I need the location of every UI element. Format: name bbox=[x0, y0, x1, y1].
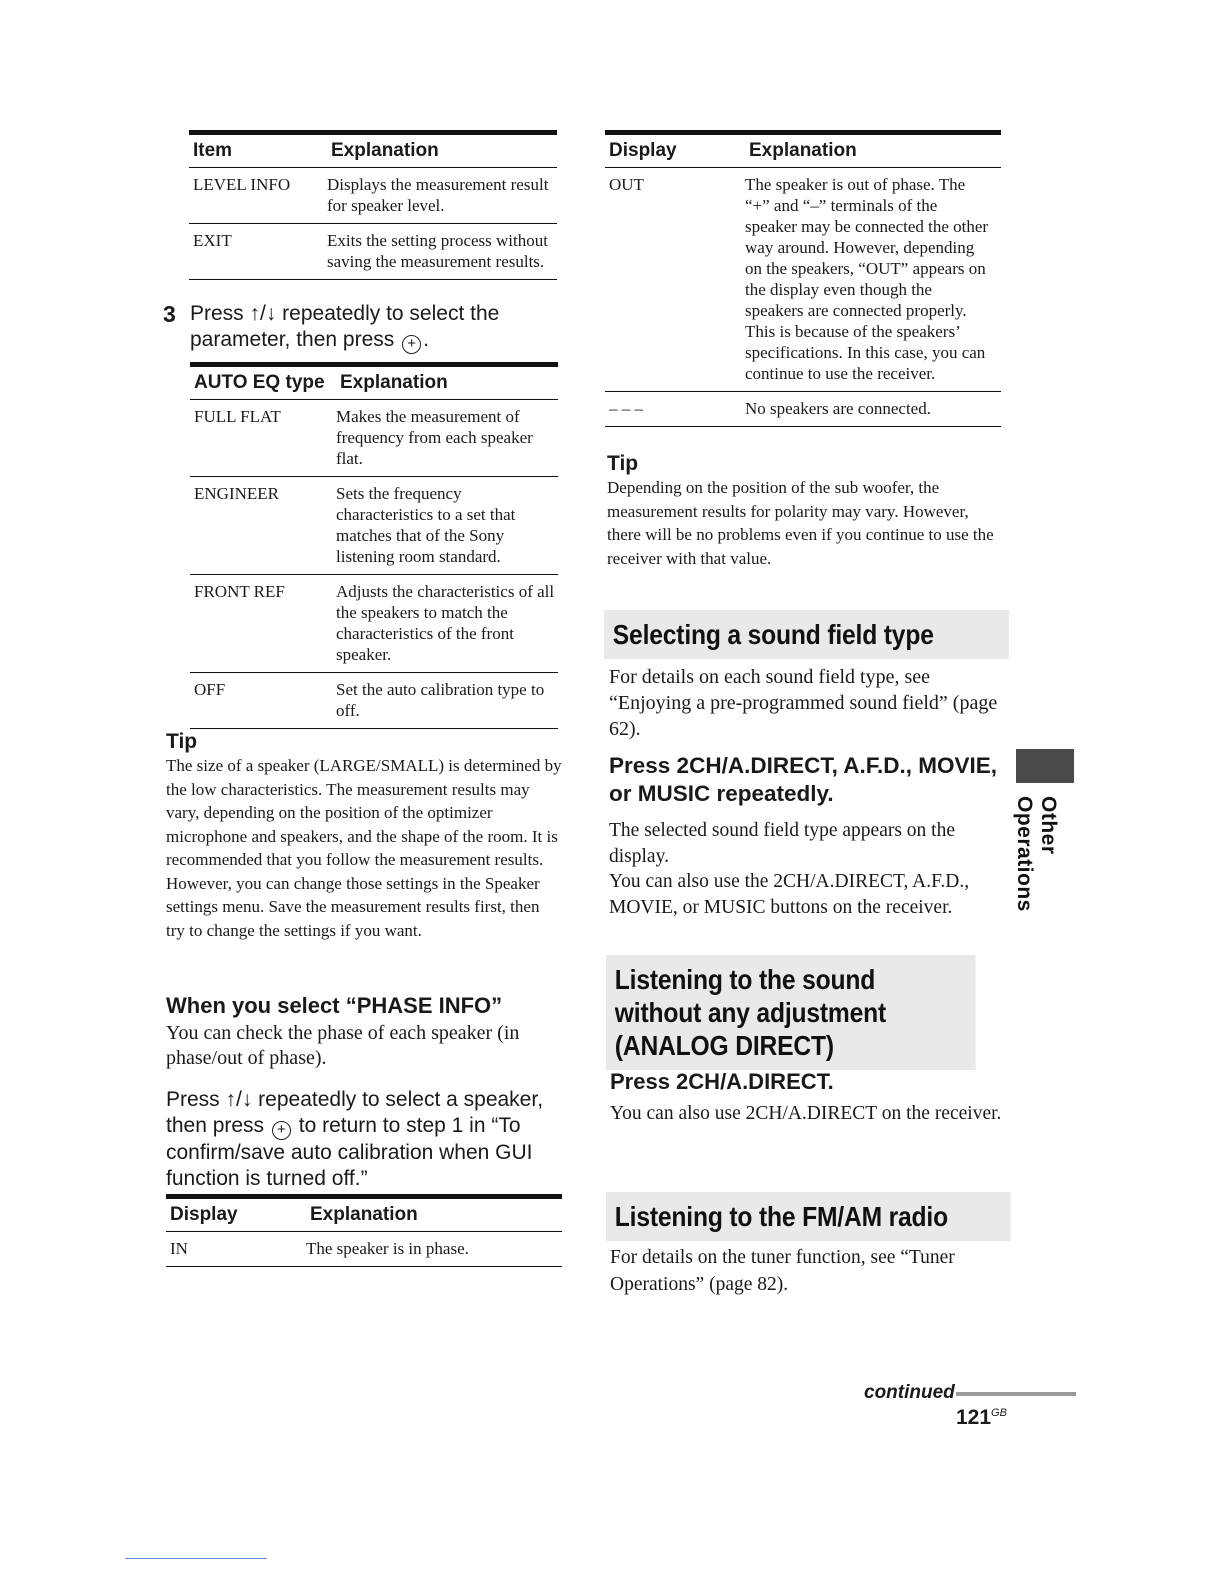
section-title: Listening to the FM/AM radio bbox=[614, 1201, 948, 1232]
section-title: Listening to the sound without any adjustment (ANALOG DIRECT) bbox=[614, 964, 887, 1061]
table-cell-item: EXIT bbox=[189, 224, 327, 280]
chapter-tab-label: Other Operations bbox=[1013, 796, 1060, 912]
phase-info-heading: When you select “PHASE INFO” bbox=[166, 993, 503, 1018]
table-header: AUTO EQ type bbox=[190, 365, 336, 400]
table-cell-item: ENGINEER bbox=[190, 477, 336, 575]
table-header: Explanation bbox=[306, 1197, 562, 1232]
section-banner-sound-field bbox=[604, 610, 1009, 659]
table-row bbox=[605, 392, 1001, 427]
table-cell-desc: Set the auto calibration type to off. bbox=[336, 673, 558, 729]
table-cell-desc: The speaker is in phase. bbox=[306, 1232, 562, 1267]
table-cell-item: LEVEL INFO bbox=[189, 168, 327, 224]
tip-speaker-size bbox=[166, 730, 562, 942]
analog-instruction: Press 2CH/A.DIRECT. bbox=[610, 1069, 834, 1094]
phase-info-intro: You can check the phase of each speaker (in phase/out of phase). bbox=[166, 1022, 520, 1069]
table-row bbox=[190, 400, 558, 477]
table-phase-out bbox=[605, 130, 1001, 427]
page-number-value: 121 bbox=[956, 1406, 992, 1429]
table-item-explanation bbox=[189, 130, 557, 280]
table-auto-eq bbox=[190, 362, 558, 729]
table-cell-desc: Sets the frequency characteristics to a set that matches that of the Sony listening room standard. bbox=[336, 477, 558, 575]
table-header: Explanation bbox=[745, 133, 1001, 168]
tip-text: Depending on the position of the sub woofer, the measurement results for polarity may vary. However, there will be no problems even if you continue to use the receiver with that value. bbox=[607, 478, 994, 568]
enter-button-icon: + bbox=[402, 335, 421, 354]
table-phase-in bbox=[166, 1194, 562, 1267]
phase-info-section bbox=[166, 992, 562, 1192]
instruction-text-end: to return to step 1 in “To confirm/save auto calibration when GUI function is turned off.” bbox=[166, 1114, 533, 1190]
tip-heading: Tip bbox=[166, 730, 198, 753]
continued-bar bbox=[956, 1392, 1076, 1396]
analog-direct-body bbox=[610, 1068, 1002, 1127]
page-number-suffix: GB bbox=[991, 1407, 1007, 1419]
sound-field-intro: For details on each sound field type, see “Enjoying a pre-programmed sound field” (page 62). bbox=[609, 666, 998, 740]
sound-field-result-note: You can also use the 2CH/A.DIRECT, A.F.D., MOVIE, or MUSIC buttons on the receiver. bbox=[609, 871, 970, 918]
table-header: Explanation bbox=[327, 133, 557, 168]
table-header: Item bbox=[189, 133, 327, 168]
section-title: Selecting a sound field type bbox=[612, 619, 934, 650]
table-row bbox=[190, 477, 558, 575]
step-number: 3 bbox=[163, 301, 176, 327]
continued-label: continued bbox=[864, 1382, 955, 1403]
analog-note: You can also use 2CH/A.DIRECT on the receiver. bbox=[610, 1103, 1002, 1124]
sound-field-instruction: Press 2CH/A.DIRECT, A.F.D., MOVIE, or MUSIC repeatedly. bbox=[609, 753, 998, 806]
radio-body bbox=[610, 1244, 1002, 1298]
step-3 bbox=[163, 301, 550, 354]
enter-button-icon: + bbox=[272, 1121, 291, 1140]
section-banner-analog-direct bbox=[606, 955, 976, 1070]
table-cell-item: OUT bbox=[605, 168, 745, 392]
table-row bbox=[166, 1232, 562, 1267]
table-cell-desc: Adjusts the characteristics of all the speakers to match the characteristics of the front speaker. bbox=[336, 575, 558, 673]
table-cell-desc: Displays the measurement result for speaker level. bbox=[327, 168, 557, 224]
table-row bbox=[605, 168, 1001, 392]
radio-intro: For details on the tuner function, see “Tuner Operations” (page 82). bbox=[610, 1247, 955, 1295]
table-header: Display bbox=[166, 1197, 306, 1232]
table-row bbox=[190, 673, 558, 729]
step-text-end: . bbox=[423, 328, 429, 351]
section-banner-radio bbox=[606, 1192, 1011, 1241]
table-cell-desc: No speakers are connected. bbox=[745, 392, 1001, 427]
phase-info-instruction bbox=[166, 1087, 562, 1192]
table-row bbox=[189, 168, 557, 224]
chapter-tab-marker bbox=[1016, 749, 1074, 783]
page-number bbox=[956, 1406, 1007, 1430]
footer-rule bbox=[125, 1558, 267, 1559]
table-cell-item: FRONT REF bbox=[190, 575, 336, 673]
table-row bbox=[190, 575, 558, 673]
table-header: Explanation bbox=[336, 365, 558, 400]
table-cell-item: FULL FLAT bbox=[190, 400, 336, 477]
sound-field-body bbox=[609, 664, 1001, 920]
table-cell-item: IN bbox=[166, 1232, 306, 1267]
tip-heading: Tip bbox=[607, 452, 639, 475]
instruction-text: Press ↑/↓ repeatedly to select a speaker, then press bbox=[166, 1088, 544, 1137]
table-row bbox=[189, 224, 557, 280]
table-header: Display bbox=[605, 133, 745, 168]
table-cell-desc: Makes the measurement of frequency from each speaker flat. bbox=[336, 400, 558, 477]
sound-field-result: The selected sound field type appears on the display. bbox=[609, 820, 956, 867]
table-cell-desc: Exits the setting process without saving the measurement results. bbox=[327, 224, 557, 280]
tip-text: The size of a speaker (LARGE/SMALL) is determined by the low characteristics. The measurement results may vary, depending on the position of the optimizer microphone and speakers, and the shape of the room. It is recommended that you follow the measurement results. However, you can change those settings in the Speaker settings menu. Save the measurement results first, then try to change the settings if you want. bbox=[166, 756, 562, 940]
table-cell-item: – – – bbox=[605, 392, 745, 427]
step-text: Press ↑/↓ repeatedly to select the parameter, then press bbox=[190, 302, 500, 351]
table-cell-desc: The speaker is out of phase. The “+” and “–” terminals of the speaker may be connected the other way around. However, depending on the speakers, “OUT” appears on the display even though the speakers are connected properly. This is because of the speakers’ specifications. In this case, you can continue to use the receiver. bbox=[745, 168, 1001, 392]
table-cell-item: OFF bbox=[190, 673, 336, 729]
tip-polarity bbox=[607, 452, 999, 570]
